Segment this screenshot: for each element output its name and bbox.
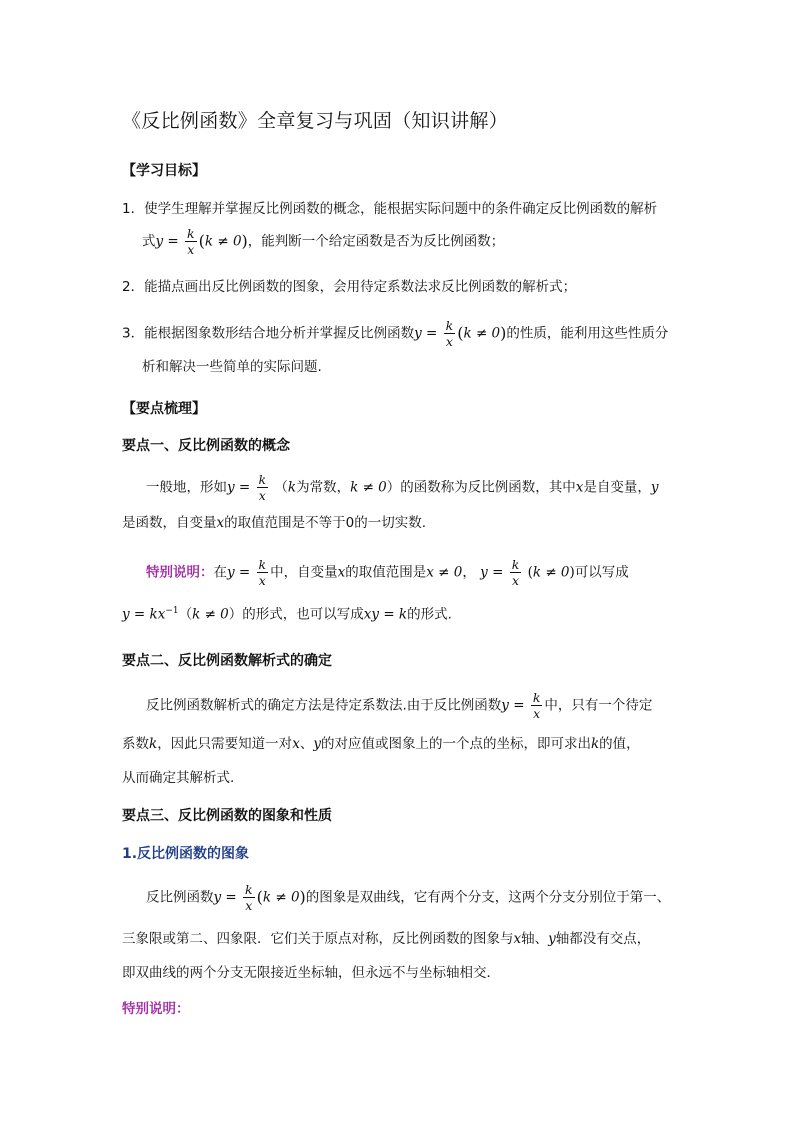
points-heading: 【要点梳理】 xyxy=(122,401,206,417)
math-eq: = xyxy=(163,233,184,250)
math-k-ne-0: k ≠ 0 xyxy=(262,889,300,906)
fraction-k-over-x xyxy=(185,226,197,257)
text: 的对应值或图象上的一个点的坐标，即可求出 xyxy=(320,736,591,752)
math-y: y xyxy=(414,325,422,342)
fraction-numerator: k xyxy=(511,557,520,572)
text: 的取值范围是不等于0的一切实数. xyxy=(224,515,427,531)
math-rparen: ) xyxy=(241,231,248,251)
text: 轴、 xyxy=(521,931,549,947)
goal-3-text-b: 的性质，能利用这些性质分 xyxy=(506,325,669,342)
math-y: y xyxy=(501,697,509,714)
fraction-denominator: x xyxy=(533,706,541,721)
point-2-line-2 xyxy=(122,733,640,755)
text: 的取值范围是 xyxy=(345,564,427,581)
point-1-line-1 xyxy=(146,472,659,503)
math-x: x xyxy=(216,515,225,531)
math-x: x xyxy=(575,479,584,496)
math-y: y xyxy=(548,931,556,947)
fraction-k-over-x xyxy=(257,557,269,588)
math-y: y xyxy=(227,564,235,581)
math-k: k xyxy=(590,736,600,752)
text: （ xyxy=(178,606,193,623)
goal-1-line-2 xyxy=(142,226,504,257)
text: 在 xyxy=(213,564,227,581)
text: ）的函数称为反比例函数，其中 xyxy=(386,479,576,496)
math-rparen: ) xyxy=(299,887,306,907)
fraction-numerator: k xyxy=(245,882,253,897)
point-3-line-2 xyxy=(122,928,650,950)
fraction-k-over-x xyxy=(243,882,255,913)
text: 的值， xyxy=(599,736,640,752)
text: 系数 xyxy=(122,736,149,752)
math-k: k xyxy=(287,479,297,496)
math-x-ne-0: x ≠ 0 xyxy=(426,564,463,581)
goals-heading: 【学习目标】 xyxy=(122,163,206,179)
math-lparen: ( xyxy=(256,887,263,907)
math-rparen: ) xyxy=(500,323,507,343)
point-3-subheading: 1.反比例函数的图象 xyxy=(122,846,250,862)
math-k-ne-0: k ≠ 0 xyxy=(532,564,570,581)
fraction-numerator: k xyxy=(258,557,267,572)
point-1-heading: 要点一、反比例函数的概念 xyxy=(122,438,290,454)
math-xy-k: xy = k xyxy=(363,606,408,623)
goal-3-line-1 xyxy=(122,318,668,349)
math-y: y xyxy=(227,479,235,496)
fraction-k-over-x xyxy=(531,690,543,721)
point-3-line-1 xyxy=(146,882,670,913)
math-y: y xyxy=(155,233,164,250)
fraction-denominator: x xyxy=(445,334,453,349)
text: 反比例函数解析式的确定方法是待定系数法.由于反比例函数 xyxy=(146,697,502,714)
math-y: y xyxy=(650,479,659,496)
math-y: y xyxy=(213,889,222,906)
math-y: y xyxy=(480,564,488,581)
fraction-denominator: x xyxy=(258,488,266,503)
text: 三象限或第二、四象限．它们关于原点对称，反比例函数的图象与 xyxy=(122,931,514,947)
goal-1-text-a: 式 xyxy=(142,233,156,250)
fraction-k-over-x xyxy=(257,472,269,503)
point-1-line-2 xyxy=(122,512,426,534)
math-k-ne-0: k ≠ 0 xyxy=(192,606,229,623)
note-1-line-2 xyxy=(122,600,452,626)
goal-2: 2．能描点画出反比例函数的图象，会用待定系数法求反比例函数的解析式； xyxy=(122,279,577,295)
fraction-numerator: k xyxy=(258,472,267,487)
text: 轴都没有交点， xyxy=(555,931,651,947)
fraction-k-over-x xyxy=(444,318,456,349)
fraction-denominator: x xyxy=(258,573,266,588)
point-2-heading: 要点二、反比例函数解析式的确定 xyxy=(122,653,332,669)
math-y-kx: y = kx xyxy=(122,606,166,623)
math-x: x xyxy=(337,564,346,581)
text: （ xyxy=(274,479,288,496)
point-2-line-1 xyxy=(146,690,652,721)
text: 反比例函数 xyxy=(146,889,214,906)
text: 、 xyxy=(299,736,314,752)
math-eq: = xyxy=(421,325,442,342)
text: 中，只有一个待定 xyxy=(544,697,653,714)
fraction-denominator: x xyxy=(187,242,195,257)
goal-1-line-1: 1．使学生理解并掌握反比例函数的概念，能根据实际问题中的条件确定反比例函数的解析 xyxy=(122,201,658,217)
math-k-ne-0: k ≠ 0 xyxy=(350,479,387,496)
math-x: x xyxy=(292,736,300,752)
fraction-denominator: x xyxy=(511,573,520,588)
math-lparen: ( xyxy=(457,323,464,343)
math-exponent: −1 xyxy=(165,606,179,616)
fraction-numerator: k xyxy=(445,318,454,333)
goal-1-text-b: ，能判断一个给定函数是否为反比例函数； xyxy=(247,233,505,250)
fraction-numerator: k xyxy=(532,690,541,705)
goal-3-text-a: 3．能根据图象数形结合地分析并掌握反比例函数 xyxy=(122,325,415,342)
fraction-k-over-x xyxy=(510,557,522,588)
goal-3-line-2: 析和解决一些简单的实际问题. xyxy=(142,359,322,375)
math-y: y xyxy=(313,736,321,752)
math-eq: = xyxy=(234,564,255,581)
text: 的图象是双曲线，它有两个分支，这两个分支分别位于第一、 xyxy=(305,889,671,906)
text: 的形式. xyxy=(407,606,452,623)
math-eq: = xyxy=(234,479,255,496)
text: 为常数， xyxy=(296,479,351,496)
text: 一般地，形如 xyxy=(146,479,227,496)
math-k: k xyxy=(149,736,158,752)
text: ， xyxy=(462,564,476,581)
math-k-ne-0: k ≠ 0 xyxy=(204,233,242,250)
point-3-line-3: 即双曲线的两个分支无限接近坐标轴，但永远不与坐标轴相交． xyxy=(122,965,500,981)
note-label: 特别说明： xyxy=(146,564,214,581)
note-label-2: 特别说明： xyxy=(122,1001,190,1017)
math-x: x xyxy=(513,931,522,947)
note-1-line-1 xyxy=(146,557,629,588)
text: 可以写成 xyxy=(574,564,629,581)
page-title: 《反比例函数》全章复习与巩固（知识讲解） xyxy=(122,110,509,132)
point-2-line-3: 从而确定其解析式. xyxy=(122,770,235,786)
text: ）的形式，也可以写成 xyxy=(228,606,364,623)
math-lparen: ( xyxy=(527,564,533,581)
text: ，因此只需要知道一对 xyxy=(157,736,293,752)
math-rparen: ) xyxy=(569,564,575,581)
math-eq: = xyxy=(487,564,508,581)
text: 是函数，自变量 xyxy=(122,515,217,531)
fraction-numerator: k xyxy=(187,226,195,241)
math-lparen: ( xyxy=(198,231,205,251)
point-3-heading: 要点三、反比例函数的图象和性质 xyxy=(122,808,332,824)
math-eq: = xyxy=(221,889,242,906)
math-eq: = xyxy=(508,697,529,714)
text: 是自变量， xyxy=(583,479,651,496)
text: 中，自变量 xyxy=(270,564,338,581)
math-k-ne-0: k ≠ 0 xyxy=(463,325,501,342)
fraction-denominator: x xyxy=(245,898,253,913)
